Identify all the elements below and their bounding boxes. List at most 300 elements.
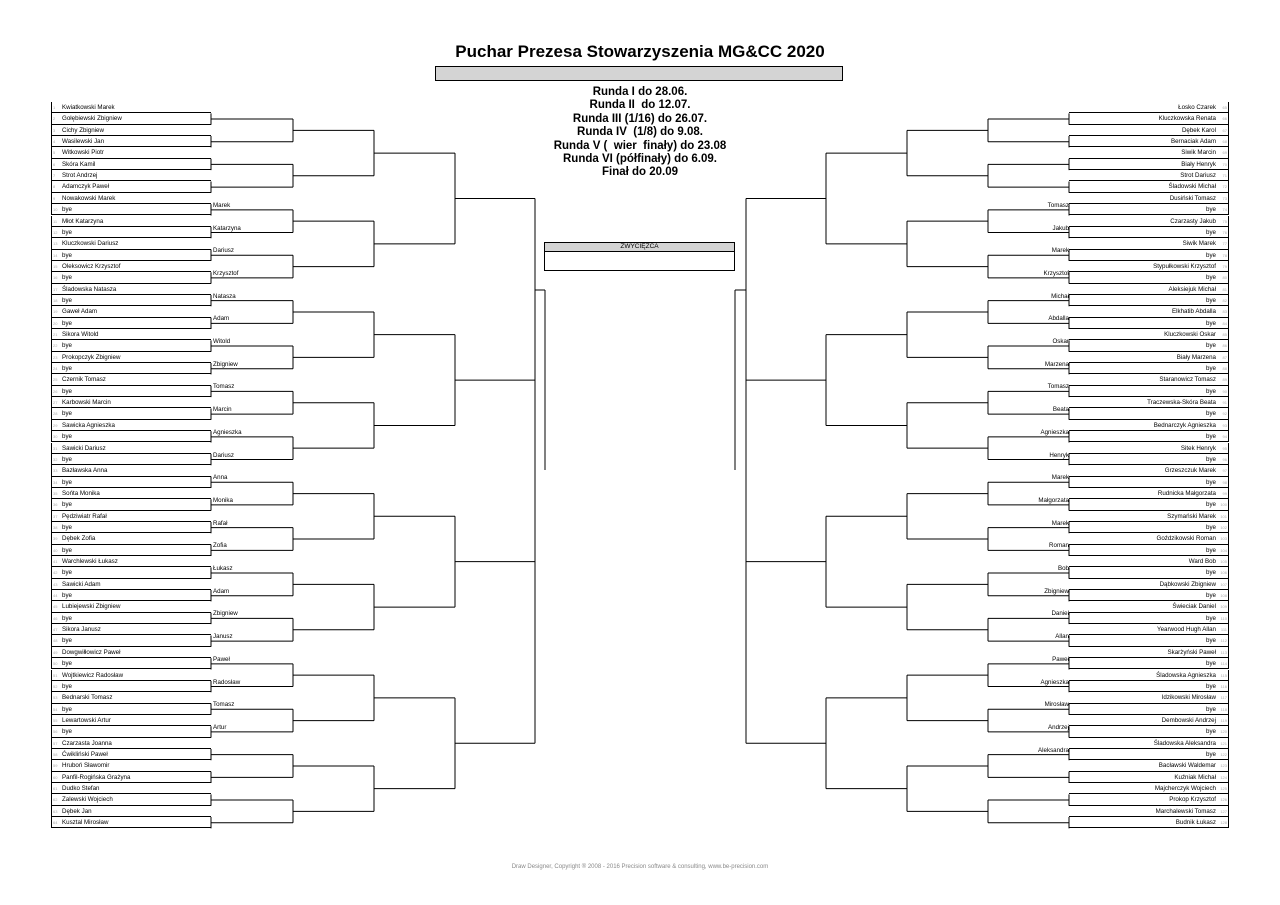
bracket-entry: [51, 318, 211, 329]
bracket-entry: [51, 477, 211, 488]
entry-seed: 122: [1220, 751, 1227, 757]
round2-winner: Paweł: [1052, 655, 1069, 663]
bracket-entry: [1069, 511, 1229, 522]
entry-seed: 108: [1220, 593, 1227, 599]
round2-winner: Marek: [1051, 519, 1069, 527]
entry-seed: 45: [53, 604, 58, 610]
bracket-entry: [1069, 670, 1229, 681]
entry-name: Karbowski Marcin: [62, 399, 111, 407]
bracket-entry: [1069, 692, 1229, 703]
entry-name: bye: [62, 614, 72, 622]
bracket-entry: [1069, 397, 1229, 408]
entry-name: Kusztal Mirosław: [62, 819, 109, 827]
entry-name: bye: [1206, 523, 1216, 531]
bracket-entry: [1069, 272, 1229, 283]
round2-winner: Tomasz: [1047, 383, 1069, 391]
entry-name: Panfil-Rogińska Grażyna: [62, 773, 131, 781]
entry-seed: 100: [1220, 502, 1227, 508]
bracket-entry: [51, 817, 211, 828]
entry-seed: 97: [1222, 468, 1227, 474]
entry-name: Siwik Marcin: [1181, 149, 1216, 157]
entry-name: Aleksiejuk Michał: [1168, 285, 1216, 293]
entry-name: Bacławski Waldemar: [1158, 762, 1216, 770]
entry-name: Dembowski Andrzej: [1161, 716, 1216, 724]
bracket-entry: [51, 306, 211, 317]
bracket-entry: [51, 443, 211, 454]
entry-seed: 26: [53, 388, 58, 394]
entry-seed: 125: [1220, 786, 1227, 791]
entry-name: Bednarski Tomasz: [62, 694, 113, 702]
entry-name: Czernik Tomasz: [62, 376, 106, 384]
entry-name: Sawicki Adam: [62, 580, 101, 588]
entry-seed: 15: [53, 263, 58, 269]
entry-name: Hruboń Sławomir: [62, 762, 110, 770]
bracket-entry: [51, 772, 211, 783]
bracket-entry: [1069, 250, 1229, 261]
entry-name: Świeciak Daniel: [1172, 603, 1216, 611]
bracket-entry: [1069, 408, 1229, 419]
entry-seed: 115: [1220, 672, 1227, 678]
entry-seed: 53: [53, 695, 58, 701]
entry-seed: 46: [53, 615, 58, 621]
entry-seed: 36: [53, 502, 58, 508]
bracket-entry: [51, 397, 211, 408]
entry-seed: 112: [1220, 638, 1227, 644]
entry-seed: 106: [1220, 570, 1227, 576]
entry-name: Sitek Henryk: [1180, 444, 1216, 452]
entry-seed: 14: [53, 252, 58, 258]
entry-name: Rudnicka Małgorzata: [1157, 489, 1216, 497]
round2-winner: Dariusz: [213, 247, 234, 255]
entry-name: Dusiński Tomasz: [1169, 194, 1216, 202]
entry-seed: 7: [53, 173, 56, 179]
bracket-entry: [51, 681, 211, 692]
entry-seed: 32: [53, 456, 58, 462]
bracket-entry: [1069, 318, 1229, 329]
entry-name: Traczewska-Skóra Beata: [1147, 399, 1216, 407]
bracket-entry: [1069, 306, 1229, 317]
round2-winner: Marek: [1051, 247, 1069, 255]
round2-winner: Tomasz: [213, 383, 235, 391]
entry-name: Łosko Czarek: [1178, 104, 1216, 111]
entry-name: Bernaciak Adam: [1170, 138, 1216, 146]
entry-name: bye: [62, 365, 72, 373]
entry-name: bye: [1206, 274, 1216, 282]
entry-seed: 104: [1220, 547, 1227, 553]
schedule-line: Runda VI (półfinały) do 6.09.: [563, 153, 717, 166]
bracket-entry: [1069, 238, 1229, 249]
bracket-entry: [1069, 352, 1229, 363]
entry-seed: 80: [1222, 275, 1227, 281]
schedule-line: Runda III (1/16) do 26.07.: [572, 112, 708, 125]
round2-winner: Marcin: [213, 406, 232, 414]
bracket-entry: [51, 794, 211, 805]
bracket-entry: [51, 670, 211, 681]
entry-seed: 110: [1220, 615, 1227, 621]
entry-seed: 99: [1222, 490, 1227, 496]
entry-seed: 127: [1220, 808, 1227, 814]
entry-seed: 47: [53, 627, 58, 633]
bracket-entry: [51, 567, 211, 578]
entry-name: bye: [62, 637, 72, 645]
entry-seed: 57: [53, 740, 58, 746]
entry-name: bye: [62, 523, 72, 531]
bracket-entry: [51, 170, 211, 181]
entry-seed: 66: [1222, 116, 1227, 122]
bracket-entry: [51, 363, 211, 374]
entry-seed: 30: [53, 434, 58, 440]
entry-seed: 25: [53, 377, 58, 383]
entry-seed: 124: [1220, 774, 1227, 780]
entry-seed: 120: [1220, 729, 1227, 735]
entry-seed: 34: [53, 479, 58, 485]
bracket-entry: [1069, 567, 1229, 578]
entry-seed: 109: [1220, 604, 1227, 610]
bracket-entry: [1069, 443, 1229, 454]
bracket-entry: [51, 726, 211, 737]
bracket-entry: [51, 431, 211, 442]
entry-name: Kluczkowski Dariusz: [62, 240, 119, 248]
round2-winner: Beata: [1052, 406, 1069, 414]
entry-seed: 12: [53, 229, 58, 235]
entry-seed: 31: [53, 445, 58, 451]
entry-seed: 60: [53, 774, 58, 780]
bracket-entry: [51, 590, 211, 601]
entry-name: Pędziwiatr Rafał: [62, 512, 107, 520]
entry-name: Szymański Marek: [1167, 512, 1216, 520]
bracket-entry: [1069, 386, 1229, 397]
entry-name: bye: [62, 319, 72, 327]
bracket-entry: [51, 261, 211, 272]
bracket-entry: [1069, 477, 1229, 488]
entry-seed: 73: [1222, 195, 1227, 201]
round2-winner: Mirosław: [1044, 701, 1069, 709]
entry-seed: 10: [53, 207, 58, 213]
entry-name: Sawicka Agnieszka: [62, 421, 115, 429]
entry-name: bye: [62, 206, 72, 214]
round2-winner: Adam: [213, 315, 230, 323]
entry-name: bye: [1206, 342, 1216, 350]
bracket-entry: [51, 783, 211, 794]
entry-name: Lubiejewski Zbigniew: [62, 603, 121, 611]
entry-seed: 67: [1222, 127, 1227, 133]
entry-seed: 81: [1222, 286, 1227, 292]
round2-winner: Krzysztof: [213, 269, 239, 277]
bracket-entry: [1069, 363, 1229, 374]
entry-seed: 22: [53, 343, 58, 349]
entry-seed: 76: [1222, 229, 1227, 235]
entry-seed: 96: [1222, 456, 1227, 462]
entry-seed: 6: [53, 161, 56, 167]
round2-winner: Roman: [1049, 542, 1069, 550]
schedule-line: Runda V ( wier finały) do 23.08: [553, 139, 727, 152]
bracket-entry: [1069, 465, 1229, 476]
round2-winner: Paweł: [213, 655, 230, 663]
entry-name: bye: [62, 251, 72, 259]
round2-winner: Agnieszka: [213, 428, 242, 436]
bracket-entry: [1069, 147, 1229, 158]
round-schedule: [490, 86, 790, 180]
entry-seed: 64: [53, 820, 58, 826]
round2-winner: Abdalla: [1048, 315, 1069, 323]
bracket-entry: [51, 624, 211, 635]
entry-seed: 83: [1222, 309, 1227, 315]
bracket-entry: [1069, 488, 1229, 499]
entry-name: Czarzasty Jakub: [1170, 217, 1216, 225]
entry-name: Ward Bob: [1188, 558, 1216, 565]
entry-seed: 121: [1220, 740, 1227, 746]
entry-name: bye: [62, 387, 72, 395]
entry-name: bye: [62, 228, 72, 236]
entry-seed: 111: [1220, 627, 1227, 633]
bracket-entry: [1069, 635, 1229, 646]
entry-name: Majcherczyk Wojciech: [1154, 785, 1216, 792]
entry-seed: 33: [53, 468, 58, 474]
bracket-entry: [51, 181, 211, 192]
round2-winner: Zofia: [213, 542, 227, 550]
bracket-entry: [51, 749, 211, 760]
bracket-entry: [51, 522, 211, 533]
round2-winner: Witold: [213, 338, 231, 346]
entry-seed: 71: [1222, 173, 1227, 179]
bracket-entry: [51, 738, 211, 749]
entry-seed: 116: [1220, 683, 1227, 689]
round2-winner: Jakub: [1052, 224, 1069, 232]
entry-name: bye: [1206, 728, 1216, 736]
entry-name: bye: [62, 410, 72, 418]
round2-winner: Zbigniew: [213, 610, 238, 618]
entry-seed: 38: [53, 524, 58, 530]
round2-winner: Krzysztof: [1043, 269, 1069, 277]
bracket-entry: [1069, 136, 1229, 147]
bracket-entry: [51, 806, 211, 817]
bracket-entry: [51, 284, 211, 295]
bracket-entry: [51, 102, 211, 113]
bracket-entry: [1069, 216, 1229, 227]
bracket-entry: [51, 295, 211, 306]
round2-winner: Marek: [213, 201, 231, 209]
bracket-entry: [1069, 772, 1229, 783]
entry-name: Biały Marzena: [1176, 353, 1216, 361]
bracket-entry: [51, 760, 211, 771]
bracket-entry: [1069, 658, 1229, 669]
bracket-entry: [51, 613, 211, 624]
bracket-entry: [1069, 261, 1229, 272]
bracket-entry: [51, 250, 211, 261]
entry-seed: 88: [1222, 366, 1227, 372]
bracket-title: Puchar Prezesa Stowarzyszenia MG&CC 2020: [455, 42, 825, 61]
bracket-entry: [1069, 125, 1229, 136]
entry-seed: 19: [53, 309, 58, 315]
entry-name: bye: [1206, 660, 1216, 668]
entry-name: bye: [62, 478, 72, 486]
entry-seed: 91: [1222, 400, 1227, 406]
round2-winner: Dariusz: [213, 451, 234, 459]
round2-winner: Aleksandra: [1038, 746, 1069, 754]
bracket-entry: [1069, 726, 1229, 737]
entry-seed: 128: [1220, 820, 1227, 826]
entry-seed: 85: [1222, 332, 1227, 337]
entry-seed: 37: [53, 513, 58, 519]
entry-name: Śladowski Michał: [1168, 183, 1216, 191]
entry-seed: 65: [1222, 105, 1227, 110]
round2-winner: Zbigniew: [213, 360, 238, 368]
round2-winner: Tomasz: [213, 701, 235, 709]
entry-seed: 20: [53, 320, 58, 326]
entry-name: Biały Henryk: [1181, 160, 1216, 168]
bracket-entry: [1069, 499, 1229, 510]
round2-winner: Łukasz: [213, 565, 233, 573]
bracket-entry: [1069, 601, 1229, 612]
entry-seed: 102: [1220, 524, 1227, 530]
entry-name: Staranowicz Tomasz: [1159, 376, 1216, 384]
entry-name: bye: [62, 660, 72, 668]
entry-seed: 39: [53, 536, 58, 542]
footer-copyright: Draw Designer, Copyright ® 2008 - 2016 Precision software & consulting, www.be-precision.com: [511, 864, 769, 870]
entry-name: Strot Dariusz: [1180, 172, 1216, 180]
entry-name: bye: [62, 705, 72, 713]
entry-name: Dowgwiłłowicz Paweł: [62, 648, 121, 656]
entry-seed: 24: [53, 366, 58, 372]
round2-winner: Adam: [213, 587, 230, 595]
entry-seed: 11: [53, 218, 58, 224]
entry-name: bye: [1206, 592, 1216, 600]
entry-name: Sawicki Dariusz: [62, 444, 106, 452]
entry-seed: 9: [53, 195, 56, 201]
entry-name: Grzeszczuk Marek: [1164, 467, 1216, 475]
entry-name: Prokopczyk Zbigniew: [62, 353, 121, 361]
round2-winner: Rafał: [213, 519, 228, 527]
entry-name: Dębek Zofia: [62, 535, 96, 543]
bracket-entry: [1069, 806, 1229, 817]
bracket-entry: [1069, 817, 1229, 828]
bracket-entry: [1069, 431, 1229, 442]
entry-seed: 27: [53, 400, 58, 406]
bracket-entry: [1069, 329, 1229, 340]
bracket-entry: [1069, 284, 1229, 295]
bracket-entry: [1069, 715, 1229, 726]
entry-seed: 75: [1222, 218, 1227, 224]
bracket-entry: [51, 238, 211, 249]
bracket-entry: [51, 601, 211, 612]
bracket-entry: [51, 715, 211, 726]
entry-seed: 21: [53, 332, 58, 337]
entry-name: Warchlewski Łukasz: [62, 558, 118, 565]
bracket-entry: [51, 579, 211, 590]
entry-seed: 56: [53, 729, 58, 735]
round2-winner: Natasza: [213, 292, 236, 300]
entry-name: Młot Katarzyna: [62, 217, 104, 225]
entry-name: Bednarczyk Agnieszka: [1153, 421, 1216, 429]
entry-name: bye: [1206, 682, 1216, 690]
bracket-entry: [1069, 783, 1229, 794]
entry-name: Oleksowicz Krzysztof: [62, 262, 121, 270]
bracket-entry: [1069, 227, 1229, 238]
round2-winner: Małgorzata: [1038, 496, 1069, 504]
entry-seed: 84: [1222, 320, 1227, 326]
entry-name: bye: [1206, 569, 1216, 577]
entry-seed: 44: [53, 593, 58, 599]
bracket-entry: [1069, 420, 1229, 431]
schedule-line: Runda IV (1/8) do 9.08.: [577, 126, 703, 139]
bracket-entry: [1069, 749, 1229, 760]
entry-name: Adamczyk Paweł: [62, 183, 110, 191]
entry-seed: 94: [1222, 434, 1227, 440]
entry-seed: 93: [1222, 422, 1227, 428]
entry-seed: 72: [1222, 184, 1227, 190]
entry-seed: 51: [53, 672, 58, 678]
entry-seed: 55: [53, 717, 58, 723]
bracket-entry: [1069, 181, 1229, 192]
entry-seed: 119: [1220, 717, 1227, 723]
bracket-entry: [51, 420, 211, 431]
entry-seed: 123: [1220, 763, 1227, 769]
bracket-entry: [1069, 681, 1229, 692]
bracket-entry: [51, 465, 211, 476]
entry-name: Elkhatib Abdalla: [1171, 308, 1216, 316]
entry-name: bye: [1206, 637, 1216, 645]
entry-name: Gołębiewski Zbigniew: [62, 115, 122, 123]
bracket-entry: [51, 125, 211, 136]
bracket-entry: [1069, 533, 1229, 544]
bracket-entry: [1069, 340, 1229, 351]
entry-seed: 23: [53, 354, 58, 360]
bracket-entry: [1069, 113, 1229, 124]
entry-name: bye: [1206, 705, 1216, 713]
entry-seed: 43: [53, 581, 58, 587]
entry-name: bye: [1206, 206, 1216, 214]
entry-name: bye: [1206, 433, 1216, 441]
bracket-entry: [1069, 159, 1229, 170]
schedule-line: Runda II do 12.07.: [589, 99, 691, 112]
entry-name: bye: [1206, 501, 1216, 509]
entry-seed: 117: [1220, 695, 1227, 701]
bracket-entry: [1069, 454, 1229, 465]
entry-seed: 114: [1220, 661, 1227, 667]
bracket-entry: [1069, 613, 1229, 624]
bracket-entry: [1069, 102, 1229, 113]
entry-seed: 59: [53, 763, 58, 769]
entry-seed: 90: [1222, 388, 1227, 394]
entry-name: bye: [62, 296, 72, 304]
round2-winner: Radosław: [213, 678, 241, 686]
round2-winner: Anna: [213, 474, 228, 482]
entry-name: Gaweł Adam: [62, 308, 98, 316]
winner-box: [544, 252, 735, 271]
bracket-entry: [51, 272, 211, 283]
bracket-entry: [51, 227, 211, 238]
entry-name: bye: [1206, 228, 1216, 236]
entry-seed: 95: [1222, 445, 1227, 451]
entry-name: bye: [62, 455, 72, 463]
schedule-line: Runda I do 28.06.: [592, 86, 688, 98]
entry-name: bye: [1206, 251, 1216, 259]
entry-seed: 68: [1222, 139, 1227, 145]
entry-seed: 40: [53, 547, 58, 553]
entry-seed: 41: [53, 559, 58, 564]
entry-name: bye: [62, 569, 72, 577]
round2-winner: Tomasz: [1047, 201, 1069, 209]
entry-seed: 70: [1222, 161, 1227, 167]
entry-name: Kluczkowski Oskar: [1164, 331, 1216, 338]
bracket-entry: [51, 692, 211, 703]
bracket-entry: [51, 216, 211, 227]
entry-seed: 18: [53, 297, 58, 303]
bracket-entry: [51, 499, 211, 510]
round2-winner: Andrzej: [1048, 723, 1069, 731]
entry-seed: 62: [53, 797, 58, 803]
entry-name: Czarzasta Joanna: [62, 739, 112, 747]
